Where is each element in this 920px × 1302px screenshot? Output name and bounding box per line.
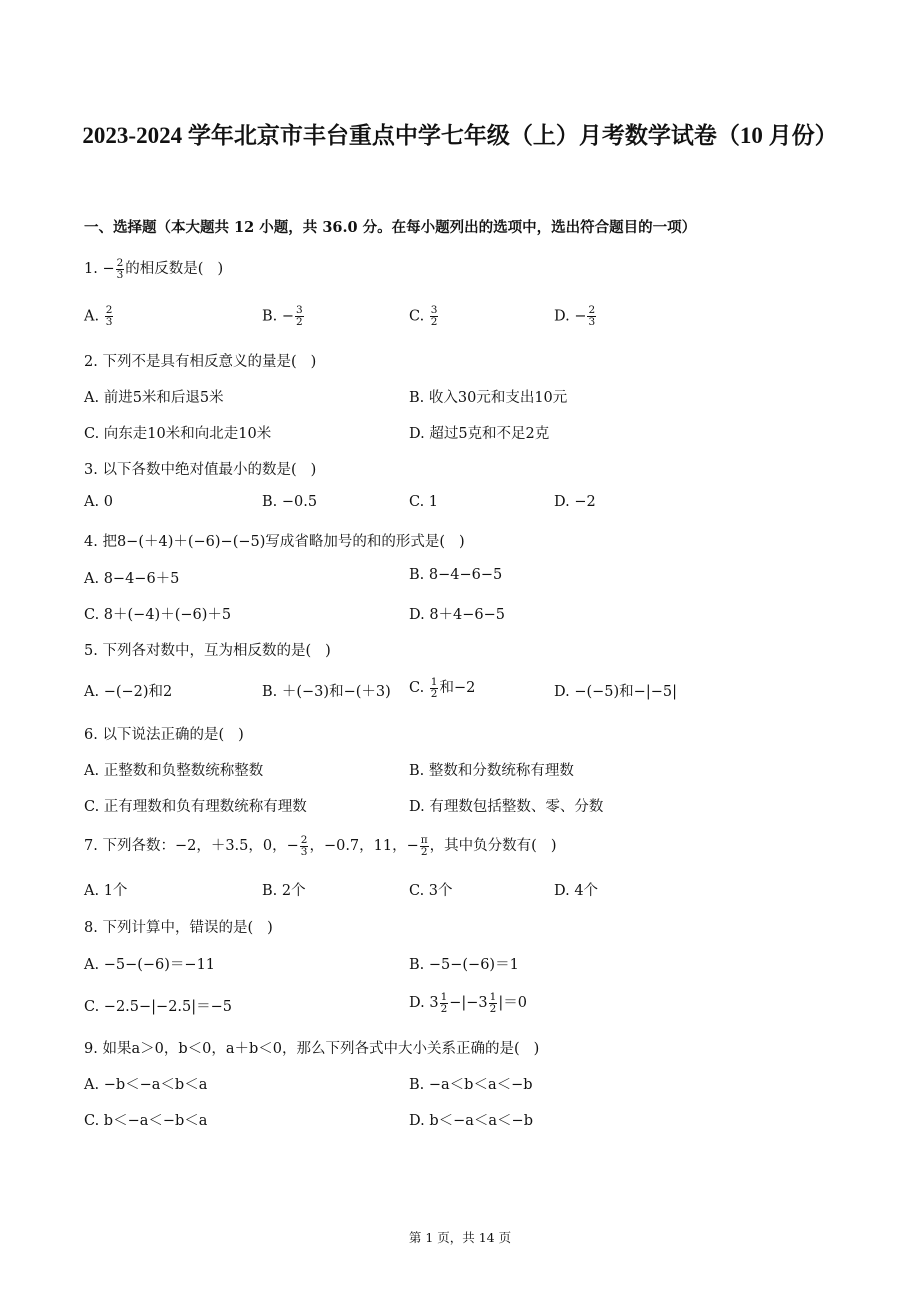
question-9: 9. 如果a＞0，b＜0，a＋b＜0，那么下列各式中大小关系正确的是( ) (84, 1041, 540, 1057)
question-8: 8. 下列计算中，错误的是( ) (84, 920, 273, 936)
option-c[interactable]: C. 1 (409, 494, 439, 510)
option-a[interactable]: A. 1个 (84, 883, 128, 899)
page-title: 2023-2024 学年北京市丰台重点中学七年级（上）月考数学试卷（10 月份） (82, 123, 838, 148)
option-b[interactable]: B. ＋(−3)和−(＋3) (262, 684, 391, 700)
option-d[interactable]: D. 3 $\frac{1}{2}$ −|−3 $\frac{1}{2}$ |＝0 (409, 990, 527, 1015)
option-b[interactable]: B. −0.5 (262, 494, 318, 510)
question-5: 5. 下列各对数中，互为相反数的是( ) (84, 643, 331, 659)
question-4: 4. 把8−(＋4)＋(−6)−(−5)写成省略加号的和的形式是( ) (84, 534, 465, 550)
option-b[interactable]: B. 8−4−6−5 (409, 567, 503, 583)
option-c[interactable]: C. 3个 (409, 883, 453, 899)
option-d[interactable]: D. − $\frac{2}{3}$ (554, 304, 596, 328)
option-d[interactable]: D. −2 (554, 494, 596, 510)
question-2: 2. 下列不是具有相反意义的量是( ) (84, 354, 317, 370)
question-6: 6. 以下说法正确的是( ) (84, 727, 244, 743)
option-a[interactable]: A. 前进5米和后退5米 (84, 390, 224, 406)
page-footer: 第 1 页，共 14 页 (408, 1230, 512, 1245)
option-c[interactable]: C. 8＋(−4)＋(−6)＋5 (84, 607, 232, 623)
option-b[interactable]: B. −a＜b＜a＜−b (409, 1077, 533, 1093)
option-b[interactable]: B. 收入30元和支出10元 (409, 390, 568, 406)
option-a[interactable]: A. −5−(−6)＝−11 (84, 957, 216, 973)
option-c[interactable]: C. $\frac{3}{2}$ (409, 304, 438, 328)
option-b[interactable]: B. −5−(−6)＝1 (409, 957, 519, 973)
option-a[interactable]: A. −(−2)和2 (84, 684, 173, 700)
section-heading: 一、选择题（本大题共 12 小题，共 36.0 分。在每小题列出的选项中，选出符合题目的一项） (84, 219, 697, 236)
option-d[interactable]: D. 8＋4−6−5 (409, 607, 506, 623)
option-c[interactable]: C. b＜−a＜−b＜a (84, 1113, 208, 1129)
option-d[interactable]: D. 有理数包括整数、零、分数 (409, 799, 604, 815)
option-a[interactable]: A. 正整数和负整数统称整数 (84, 763, 264, 779)
option-a[interactable]: A. 8−4−6＋5 (84, 571, 180, 587)
option-a[interactable]: A. 0 (84, 494, 113, 510)
option-d[interactable]: D. b＜−a＜a＜−b (409, 1113, 533, 1129)
option-b[interactable]: B. 2个 (262, 883, 306, 899)
option-d[interactable]: D. −(−5)和−|−5| (554, 684, 677, 700)
option-b[interactable]: B. 整数和分数统称有理数 (409, 763, 574, 779)
option-b[interactable]: B. − $\frac{3}{2}$ (262, 304, 303, 328)
question-1: 1. − $\frac{2}{3}$ 的相反数是( ) (84, 256, 224, 281)
option-a[interactable]: A. $\frac{2}{3}$ (84, 304, 113, 328)
option-c[interactable]: C. −2.5−|−2.5|＝−5 (84, 999, 233, 1015)
option-c[interactable]: C. 正有理数和负有理数统称有理数 (84, 799, 307, 815)
option-a[interactable]: A. −b＜−a＜b＜a (84, 1077, 208, 1093)
question-7: 7. 下列各数：−2，＋3.5，0，− $\frac{2}{3}$ ，−0.7，11，− $\frac{\pi}{2}$ ，其中负分数有( ) (84, 833, 557, 858)
option-c[interactable]: C. 向东走10米和向北走10米 (84, 426, 272, 442)
option-d[interactable]: D. 超过5克和不足2克 (409, 426, 550, 442)
option-d[interactable]: D. 4个 (554, 883, 599, 899)
option-c[interactable]: C. $\frac{1}{2}$ 和−2 (409, 675, 476, 700)
question-3: 3. 以下各数中绝对值最小的数是( ) (84, 462, 317, 478)
fraction: $\frac{2}{3}$ (116, 256, 124, 281)
